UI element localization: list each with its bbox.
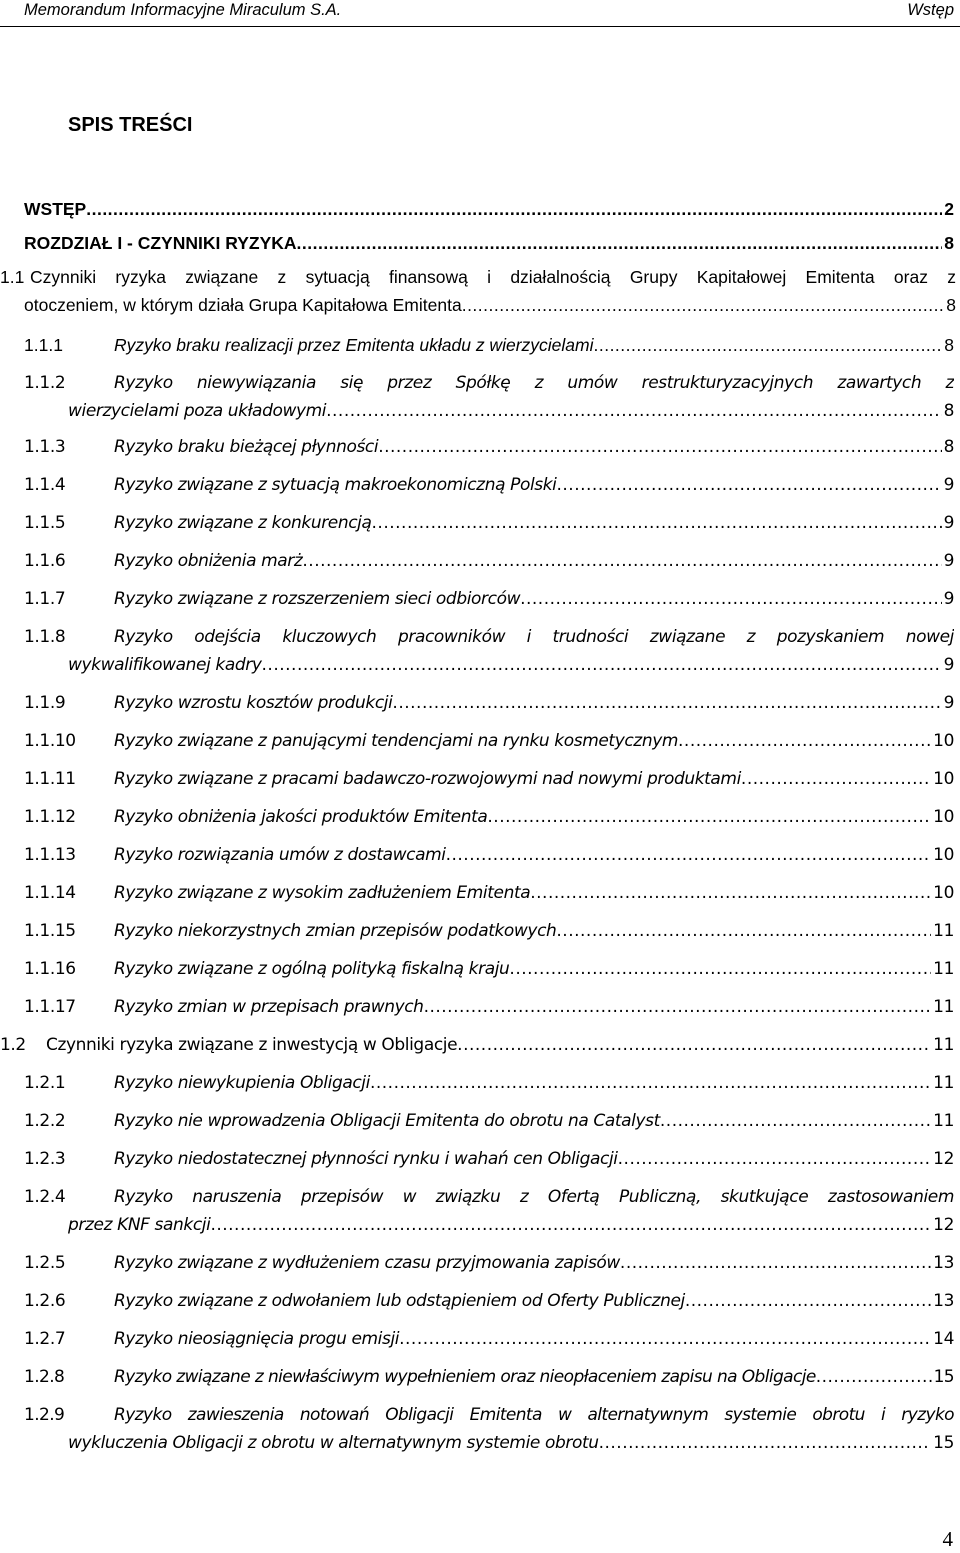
toc-entry-number: 1.1.17 bbox=[24, 997, 76, 1017]
toc-page-number: 10 bbox=[933, 769, 954, 789]
header-section-name: Wstęp bbox=[907, 1, 954, 19]
dot-leader bbox=[685, 1288, 931, 1314]
dot-leader bbox=[462, 292, 945, 318]
toc-entry-text: Ryzyko związane z konkurencją bbox=[114, 513, 372, 533]
dot-leader bbox=[530, 880, 931, 906]
dot-leader bbox=[599, 1430, 932, 1456]
toc-entry-number: 1.1 bbox=[0, 267, 25, 287]
toc-entry-text-line1: Ryzyko odejścia kluczowych pracowników i trudności związane z pozyskaniem nowej bbox=[114, 627, 954, 647]
toc-entry-1-1-13[interactable] bbox=[24, 842, 954, 868]
dot-leader bbox=[556, 918, 931, 944]
toc-entry-wstep[interactable] bbox=[24, 196, 954, 222]
toc-entry-number: 1.2.7 bbox=[24, 1329, 66, 1349]
toc-page-number: 11 bbox=[933, 959, 954, 979]
toc-entry-text: Ryzyko niedostatecznej płynności rynku i wahań cen Obligacji bbox=[114, 1149, 618, 1169]
toc-entry-text: Czynniki ryzyka związane z inwestycją w Obligacje bbox=[46, 1035, 458, 1055]
toc-entry-number: 1.1.14 bbox=[24, 883, 76, 903]
toc-entry-text-line2: wykwalifikowanej kadry bbox=[68, 655, 262, 675]
dot-leader bbox=[618, 1146, 932, 1172]
dot-leader bbox=[326, 398, 941, 424]
toc-entry-number: 1.1.1 bbox=[24, 335, 63, 355]
toc-page-number: 8 bbox=[944, 335, 954, 355]
toc-entry-number: 1.2.1 bbox=[24, 1073, 66, 1093]
toc-entry-text: Ryzyko rozwiązania umów z dostawcami bbox=[114, 845, 446, 865]
toc-page-number: 9 bbox=[943, 551, 954, 571]
toc-entry-1-1-12[interactable] bbox=[24, 804, 954, 830]
toc-entry-1-1-10[interactable] bbox=[24, 728, 954, 754]
toc-entry-text: ROZDZIAŁ I - CZYNNIKI RYZYKA bbox=[24, 233, 297, 253]
toc-entry-1-2[interactable] bbox=[0, 1032, 954, 1058]
toc-entry-number: 1.1.10 bbox=[24, 731, 76, 751]
toc-entry-number: 1.1.8 bbox=[24, 627, 66, 647]
toc-entry-text: Ryzyko związane z panującymi tendencjami na rynku kosmetycznym bbox=[114, 731, 679, 751]
toc-entry-1-1-8[interactable] bbox=[24, 624, 954, 678]
dot-leader bbox=[372, 510, 942, 536]
running-header bbox=[0, 0, 960, 27]
toc-entry-1-2-2[interactable] bbox=[24, 1108, 954, 1134]
dot-leader bbox=[509, 956, 931, 982]
toc-entry-1-1-5[interactable] bbox=[24, 510, 954, 536]
toc-entry-1-1-15[interactable] bbox=[24, 918, 954, 944]
dot-leader bbox=[446, 842, 932, 868]
toc-page-number: 11 bbox=[933, 1111, 954, 1131]
toc-entry-text: Ryzyko nie wprowadzenia Obligacji Emitenta do obrotu na Catalyst bbox=[114, 1111, 660, 1131]
toc-page-number: 8 bbox=[946, 295, 956, 315]
toc-entry-number: 1.2.2 bbox=[24, 1111, 66, 1131]
dot-leader bbox=[520, 586, 941, 612]
toc-entry-text: Ryzyko związane z ogólną polityką fiskalną kraju bbox=[114, 959, 510, 979]
toc-page-number: 9 bbox=[943, 513, 954, 533]
toc-entry-1-2-3[interactable] bbox=[24, 1146, 954, 1172]
toc-entry-number: 1.1.13 bbox=[24, 845, 76, 865]
dot-leader bbox=[86, 196, 942, 222]
toc-page-number: 8 bbox=[944, 233, 954, 253]
toc-entry-number: 1.1.2 bbox=[24, 373, 66, 393]
toc-entry-text-line2: wykluczenia Obligacji z obrotu w alternatywnym systemie obrotu bbox=[68, 1433, 599, 1453]
dot-leader bbox=[378, 434, 941, 460]
toc-entry-1-1-17[interactable] bbox=[24, 994, 954, 1020]
toc-page-number: 9 bbox=[943, 655, 954, 675]
toc-entry-number: 1.1.3 bbox=[24, 437, 66, 457]
toc-page-number: 13 bbox=[933, 1291, 954, 1311]
toc-entry-1-2-4[interactable] bbox=[24, 1184, 954, 1238]
header-document-title: Memorandum Informacyjne Miraculum S.A. bbox=[24, 1, 342, 19]
toc-entry-number: 1.2.4 bbox=[24, 1187, 66, 1207]
toc-page-number: 10 bbox=[933, 883, 954, 903]
toc-entry-text-line2: otoczeniem, w którym działa Grupa Kapitałowa Emitenta bbox=[24, 295, 462, 315]
toc-page-number: 13 bbox=[933, 1253, 954, 1273]
toc-entry-text: Ryzyko związane z wysokim zadłużeniem Emitenta bbox=[114, 883, 531, 903]
dot-leader bbox=[660, 1108, 931, 1134]
dot-leader bbox=[741, 766, 931, 792]
toc-entry-text: Ryzyko związane z wydłużeniem czasu przyjmowania zapisów bbox=[114, 1253, 620, 1273]
toc-page-number: 8 bbox=[943, 401, 954, 421]
dot-leader bbox=[262, 652, 942, 678]
toc-entry-number: 1.1.15 bbox=[24, 921, 76, 941]
dot-leader bbox=[302, 548, 941, 574]
toc-entry-1-2-7[interactable] bbox=[24, 1326, 954, 1352]
toc-entry-text-line1: Ryzyko niewywiązania się przez Spółkę z umów restrukturyzacyjnych zawartych z bbox=[114, 373, 954, 393]
toc-entry-1-1-2[interactable] bbox=[24, 370, 954, 424]
toc-entry-1-1-14[interactable] bbox=[24, 880, 954, 906]
toc-entry-text: Ryzyko związane z rozszerzeniem sieci odbiorców bbox=[114, 589, 521, 609]
toc-entry-1-1[interactable] bbox=[0, 264, 956, 318]
toc-entry-number: 1.1.6 bbox=[24, 551, 66, 571]
dot-leader bbox=[678, 728, 931, 754]
dot-leader bbox=[593, 332, 942, 358]
toc-entry-number: 1.2 bbox=[0, 1035, 26, 1055]
toc-entry-number: 1.1.16 bbox=[24, 959, 76, 979]
toc-page-number: 11 bbox=[933, 997, 954, 1017]
toc-entry-text: Ryzyko braku bieżącej płynności bbox=[114, 437, 379, 457]
toc-entry-number: 1.2.6 bbox=[24, 1291, 66, 1311]
toc-entry-number: 1.1.9 bbox=[24, 693, 66, 713]
toc-entry-number: 1.1.11 bbox=[24, 769, 76, 789]
toc-entry-text: Ryzyko wzrostu kosztów produkcji bbox=[114, 693, 393, 713]
toc-entry-text: Ryzyko nieosiągnięcia progu emisji bbox=[114, 1329, 400, 1349]
page-number: 4 bbox=[942, 1527, 953, 1551]
toc-page-number: 14 bbox=[933, 1329, 954, 1349]
toc-page-number: 12 bbox=[933, 1215, 954, 1235]
toc-entry-number: 1.1.4 bbox=[24, 475, 66, 495]
toc-page-number: 9 bbox=[943, 693, 954, 713]
toc-entry-text-line1: Czynniki ryzyka związane z sytuacją finansową i działalnością Grupy Kapitałowej Emitenta oraz z bbox=[30, 267, 956, 287]
toc-page-number: 11 bbox=[933, 921, 954, 941]
toc-entry-text: WSTĘP bbox=[24, 199, 87, 219]
dot-leader bbox=[816, 1364, 932, 1390]
dot-leader bbox=[370, 1070, 931, 1096]
toc-entry-text: Ryzyko niekorzystnych zmian przepisów podatkowych bbox=[114, 921, 557, 941]
toc-page-number: 15 bbox=[933, 1367, 954, 1387]
dot-leader bbox=[297, 230, 943, 256]
dot-leader bbox=[620, 1250, 931, 1276]
toc-entry-text: Ryzyko obniżenia jakości produktów Emitenta bbox=[114, 807, 488, 827]
toc-entry-1-2-1[interactable] bbox=[24, 1070, 954, 1096]
toc-entry-1-2-9[interactable] bbox=[24, 1402, 954, 1456]
toc-entry-1-1-1[interactable] bbox=[24, 332, 954, 358]
toc-entry-text: Ryzyko związane z niewłaściwym wypełnieniem oraz nieopłaceniem zapisu na Obligacje bbox=[114, 1367, 816, 1387]
toc-entry-text: Ryzyko związane z sytuacją makroekonomiczną Polski bbox=[114, 475, 557, 495]
toc-entry-number: 1.1.12 bbox=[24, 807, 76, 827]
toc-entry-1-1-11[interactable] bbox=[24, 766, 954, 792]
toc-page-number: 12 bbox=[933, 1149, 954, 1169]
toc-entry-1-1-4[interactable] bbox=[24, 472, 954, 498]
toc-entry-text: Ryzyko związane z odwołaniem lub odstąpieniem od Oferty Publicznej bbox=[114, 1291, 685, 1311]
page-title: SPIS TREŚCI bbox=[68, 114, 193, 136]
toc-page-number: 11 bbox=[933, 1035, 954, 1055]
toc-page-number: 10 bbox=[933, 807, 954, 827]
toc-entry-1-2-5[interactable] bbox=[24, 1250, 954, 1276]
toc-entry-number: 1.2.8 bbox=[24, 1367, 65, 1387]
dot-leader bbox=[424, 994, 932, 1020]
toc-entry-number: 1.2.9 bbox=[24, 1405, 65, 1425]
toc-entry-1-2-8[interactable] bbox=[24, 1364, 954, 1390]
toc-entry-1-1-16[interactable] bbox=[24, 956, 954, 982]
toc-entry-1-1-3[interactable] bbox=[24, 434, 954, 460]
toc-page-number: 15 bbox=[933, 1433, 954, 1453]
toc-entry-number: 1.1.5 bbox=[24, 513, 66, 533]
toc-entry-number: 1.2.3 bbox=[24, 1149, 66, 1169]
toc-page-number: 11 bbox=[933, 1073, 954, 1093]
toc-entry-text-line1: Ryzyko zawieszenia notowań Obligacji Emitenta w alternatywnym systemie obrotu i ryzyko bbox=[114, 1405, 954, 1425]
toc-entry-rozdzial-1[interactable] bbox=[24, 230, 954, 256]
toc-entry-text-line2: wierzycielami poza układowymi bbox=[68, 401, 327, 421]
toc-entry-1-1-9[interactable] bbox=[24, 690, 954, 716]
toc-page-number: 9 bbox=[943, 589, 954, 609]
toc-entry-text: Ryzyko obniżenia marż bbox=[114, 551, 303, 571]
dot-leader bbox=[557, 472, 942, 498]
toc-page-number: 10 bbox=[933, 845, 954, 865]
dot-leader bbox=[457, 1032, 931, 1058]
toc-entry-1-1-7[interactable] bbox=[24, 586, 954, 612]
toc-page-number: 10 bbox=[933, 731, 954, 751]
toc-entry-1-2-6[interactable] bbox=[24, 1288, 954, 1314]
toc-page-number: 8 bbox=[943, 437, 954, 457]
toc-entry-text: Ryzyko niewykupienia Obligacji bbox=[114, 1073, 370, 1093]
dot-leader bbox=[210, 1212, 931, 1238]
dot-leader bbox=[399, 1326, 931, 1352]
toc-page-number: 9 bbox=[943, 475, 954, 495]
toc-entry-1-1-6[interactable] bbox=[24, 548, 954, 574]
dot-leader bbox=[487, 804, 931, 830]
toc-entry-text: Ryzyko zmian w przepisach prawnych bbox=[114, 997, 424, 1017]
toc-entry-number: 1.2.5 bbox=[24, 1253, 66, 1273]
dot-leader bbox=[392, 690, 941, 716]
toc-entry-text: Ryzyko braku realizacji przez Emitenta układu z wierzycielami bbox=[114, 335, 594, 355]
toc-entry-text: Ryzyko związane z pracami badawczo-rozwojowymi nad nowymi produktami bbox=[114, 769, 741, 789]
toc-entry-text-line1: Ryzyko naruszenia przepisów w związku z Ofertą Publiczną, skutkujące zastosowaniem bbox=[114, 1187, 954, 1207]
toc-entry-number: 1.1.7 bbox=[24, 589, 66, 609]
toc-entry-text-line2: przez KNF sankcji bbox=[68, 1215, 211, 1235]
toc-page-number: 2 bbox=[944, 199, 954, 219]
